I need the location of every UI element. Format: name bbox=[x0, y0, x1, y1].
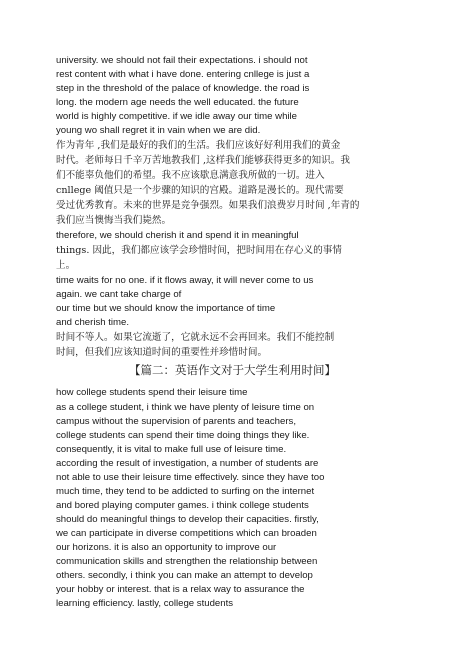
text-line: and cherish time. bbox=[56, 317, 130, 328]
text-line: 时代。老师每日千辛万苦地教我们 ,这样我们能够获得更多的知识。我 bbox=[56, 155, 350, 166]
text-line: communication skills and strengthen the relationship between bbox=[56, 556, 318, 567]
section-heading: 【篇二：英语作文对于大学生利用时间】 bbox=[129, 363, 336, 377]
text-line: college students can spend their time doing things they like. bbox=[56, 430, 310, 441]
text-line: rest content with what i have done. entering cnllege is just a bbox=[56, 69, 310, 80]
text-line: long. the modern age needs the well educated. the future bbox=[56, 97, 299, 108]
text-line: campus without the supervision of parents and teachers, bbox=[56, 416, 296, 427]
text-line: 受过优秀教育。未来的世界是竞争强烈。如果我们浪费岁月时间 ,年青的 bbox=[56, 200, 360, 211]
text-line: cnllege 阈值只是一个步骤的知识的宫殿。道路是漫长的。现代需要 bbox=[56, 185, 344, 196]
text-line: 时间，但我们应该知道时间的重要性并珍惜时间。 bbox=[56, 347, 268, 358]
text-line: young wo shall regret it in vain when we are did. bbox=[56, 125, 261, 136]
text-line: world is highly competitive. if we idle away our time while bbox=[56, 111, 298, 122]
text-line: your hobby or interest. that is a relax way to assurance the bbox=[56, 584, 305, 595]
text-line: therefore, we should cherish it and spend it in meaningful bbox=[56, 230, 299, 241]
text-line: how college students spend their leisure time bbox=[56, 387, 248, 398]
text-line: 时间不等人。如果它流逝了，它就永远不会再回来。我们不能控制 bbox=[56, 332, 335, 343]
text-line: we can participate in diverse competitions which can broaden bbox=[56, 528, 317, 539]
text-line: 上。 bbox=[56, 260, 76, 271]
text-line: others. secondly, i think you can make an attempt to develop bbox=[56, 570, 313, 581]
text-line: learning efficiency. lastly, college students bbox=[56, 598, 234, 609]
text-line: things. 因此，我们都应该学会珍惜时间，把时间用在存心义的事情 bbox=[56, 245, 342, 256]
text-line: our horizons. it is also an opportunity to improve our bbox=[56, 542, 277, 553]
text-line: and bored playing computer games. i think college students bbox=[56, 500, 309, 511]
text-line: should do meaningful things to develop their capacities. firstly, bbox=[56, 514, 319, 525]
text-line: according the result of investigation, a number of students are bbox=[56, 458, 319, 469]
text-line: step in the threshold of the palace of knowledge. the road is bbox=[56, 83, 310, 94]
text-line: consequently, it is vital to make full use of leisure time. bbox=[56, 444, 287, 455]
text-line: as a college student, i think we have plenty of leisure time on bbox=[56, 402, 315, 413]
text-line: 作为青年 ,我们是最好的我们的生活。我们应该好好利用我们的黄金 bbox=[56, 140, 341, 151]
text-line: not able to use their leisure time effectively. since they have too bbox=[56, 472, 325, 483]
text-line: much time, they tend to be addicted to surfing on the internet bbox=[56, 486, 315, 497]
text-line: again. we cant take charge of bbox=[56, 289, 182, 300]
text-line: 们不能辜负他们的希望。我不应该歇息满意我所做的一切。进入 bbox=[56, 170, 325, 181]
text-line: time waits for no one. if it flows away, it will never come to us bbox=[56, 275, 314, 286]
text-line: our time but we should know the importance of time bbox=[56, 303, 276, 314]
text-line: university. we should not fail their expectations. i should not bbox=[56, 55, 308, 66]
text-line: 我们应当懊悔当我们毙然。 bbox=[56, 215, 172, 226]
